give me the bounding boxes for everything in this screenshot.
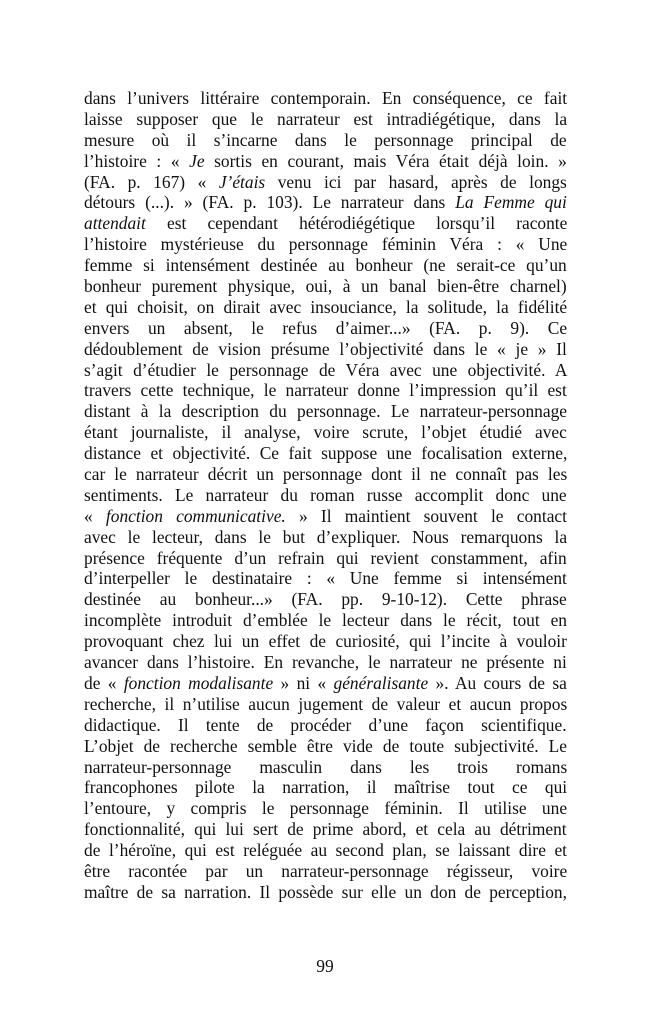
- text-segment: L’objet de recherche semble être vide de toute subjectivité. Le: [84, 735, 568, 756]
- text-segment: mesure où il s’incarne dans le personnage principal de: [84, 129, 567, 150]
- text-segment: fonctionnalité, qui lui sert de prime abord, et cela au détriment: [84, 819, 567, 840]
- text-segment: d’interpeller le destinataire : « Une femme si intensément: [84, 568, 567, 589]
- text-line: [84, 840, 567, 861]
- text-line: [84, 318, 567, 339]
- text-segment: de l’héroïne, qui est reléguée au second plan, se laissant dire et: [84, 840, 568, 861]
- text-segment: étant journaliste, il analyse, voire scrute, l’objet étudié avec: [84, 422, 567, 443]
- text-line: [84, 673, 567, 694]
- text-line: [84, 485, 567, 506]
- text-segment: présence fréquente d’un refrain qui revient constamment, afin: [84, 547, 567, 568]
- text-line: [84, 255, 567, 276]
- text-line: [84, 631, 567, 652]
- text-segment: » Il maintient souvent le contact: [285, 505, 567, 526]
- italic-text: J’étais: [218, 171, 266, 192]
- text-segment: (FA. p. 167) «: [84, 171, 219, 192]
- text-line: [84, 443, 567, 464]
- text-segment: recherche, il n’utilise aucun jugement de valeur et aucun propos: [84, 693, 568, 714]
- text-segment: femme si intensément destinée au bonheur (ne serait-ce qu’un: [84, 255, 567, 276]
- text-line: [84, 130, 567, 151]
- italic-text: attendait: [84, 213, 146, 234]
- text-line: [84, 882, 567, 903]
- text-segment: s’agit d’étudier le personnage de Véra avec une objectivité. A: [84, 359, 568, 380]
- text-line: [84, 777, 567, 798]
- text-line: [84, 234, 567, 255]
- text-segment: bonheur purement physique, oui, à un banal bien-être charnel): [84, 276, 567, 297]
- text-line: [84, 464, 567, 485]
- page-number: 99: [316, 956, 334, 976]
- text-line: [84, 548, 567, 569]
- text-segment: avancer dans l’histoire. En revanche, le narrateur ne présente ni: [84, 652, 567, 673]
- italic-text: généralisante: [333, 672, 429, 693]
- text-segment: être racontée par un narrateur-personnage régisseur, voire: [84, 860, 568, 881]
- text-segment: car le narrateur décrit un personnage dont il ne connaît pas les: [84, 464, 568, 485]
- text-segment: laisse supposer que le narrateur est intradiégétique, dans la: [84, 108, 568, 129]
- text-segment: et qui choisit, on dirait avec insouciance, la solitude, la fidélité: [84, 296, 568, 317]
- text-segment: dédoublement de vision présume l’objectivité dans le « je » Il: [84, 338, 567, 359]
- text-line: [84, 339, 567, 360]
- text-line: [84, 380, 567, 401]
- text-segment: distant à la description du personnage. Le narrateur-personnage: [84, 401, 568, 422]
- text-segment: narrateur-personnage masculin dans les trois romans: [84, 756, 568, 777]
- text-line: [84, 694, 567, 715]
- italic-text: fonction communicative.: [105, 505, 286, 526]
- text-segment: avec le lecteur, dans le but d’expliquer. Nous remarquons la: [84, 526, 568, 547]
- text-segment: «: [84, 505, 106, 526]
- text-segment: envers un absent, le refus d’aimer...» (FA. p. 9). Ce: [84, 317, 568, 338]
- text-segment: didactique. Il tente de procéder d’une façon scientifique.: [84, 714, 567, 735]
- text-line: [84, 88, 567, 109]
- text-line: [84, 360, 567, 381]
- text-line: [84, 172, 567, 193]
- text-segment: l’entoure, y compris le personnage féminin. Il utilise une: [84, 798, 568, 819]
- text-line: [84, 798, 567, 819]
- italic-text: Je: [189, 150, 205, 171]
- text-line: [84, 506, 567, 527]
- text-line: [84, 736, 567, 757]
- italic-text: La Femme qui: [455, 192, 567, 213]
- text-line: [84, 422, 567, 443]
- text-segment: incomplète introduit d’emblée le lecteur dans le récit, tout en: [84, 610, 567, 631]
- text-segment: destinée au bonheur...» (FA. pp. 9-10-12). Cette phrase: [84, 589, 567, 610]
- text-segment: de «: [84, 672, 124, 693]
- text-line: [84, 589, 567, 610]
- text-line: [84, 715, 567, 736]
- text-segment: provoquant chez lui un effet de curiosité, qui l’incite à vouloir: [84, 631, 567, 652]
- text-line: [84, 151, 567, 172]
- text-line: [84, 276, 567, 297]
- text-segment: travers cette technique, le narrateur donne l’impression qu’il est: [84, 380, 567, 401]
- text-line: [84, 819, 567, 840]
- text-line: [84, 568, 567, 589]
- text-segment: sortis en courant, mais Véra était déjà loin. »: [204, 150, 567, 171]
- text-line: [84, 213, 567, 234]
- text-segment: sentiments. Le narrateur du roman russe accomplit donc une: [84, 484, 567, 505]
- text-segment: maître de sa narration. Il possède sur elle un don de perception,: [84, 881, 567, 902]
- body-text: [84, 88, 567, 903]
- text-segment: l’histoire mystérieuse du personnage féminin Véra : « Une: [84, 234, 568, 255]
- text-segment: détours (...). » (FA. p. 103). Le narrateur dans: [84, 192, 456, 213]
- text-line: [84, 610, 567, 631]
- text-segment: francophones pilote la narration, il maîtrise tout ce qui: [84, 777, 568, 798]
- text-line: [84, 109, 567, 130]
- text-line: [84, 192, 567, 213]
- text-line: [84, 297, 567, 318]
- text-line: [84, 401, 567, 422]
- text-segment: dans l’univers littéraire contemporain. En conséquence, ce fait: [84, 88, 568, 108]
- text-line: [84, 861, 567, 882]
- text-line: [84, 527, 567, 548]
- text-segment: est cependant hétérodiégétique lorsqu’il raconte: [145, 213, 568, 234]
- text-segment: venu ici par hasard, après de longs: [265, 171, 567, 192]
- text-segment: » ni «: [273, 672, 334, 693]
- text-segment: distance et objectivité. Ce fait suppose une focalisation externe,: [84, 443, 568, 464]
- italic-text: fonction modalisante: [123, 672, 274, 693]
- text-line: [84, 757, 567, 778]
- text-segment: ». Au cours de sa: [428, 672, 567, 693]
- text-segment: l’histoire : «: [84, 150, 190, 171]
- text-line: [84, 652, 567, 673]
